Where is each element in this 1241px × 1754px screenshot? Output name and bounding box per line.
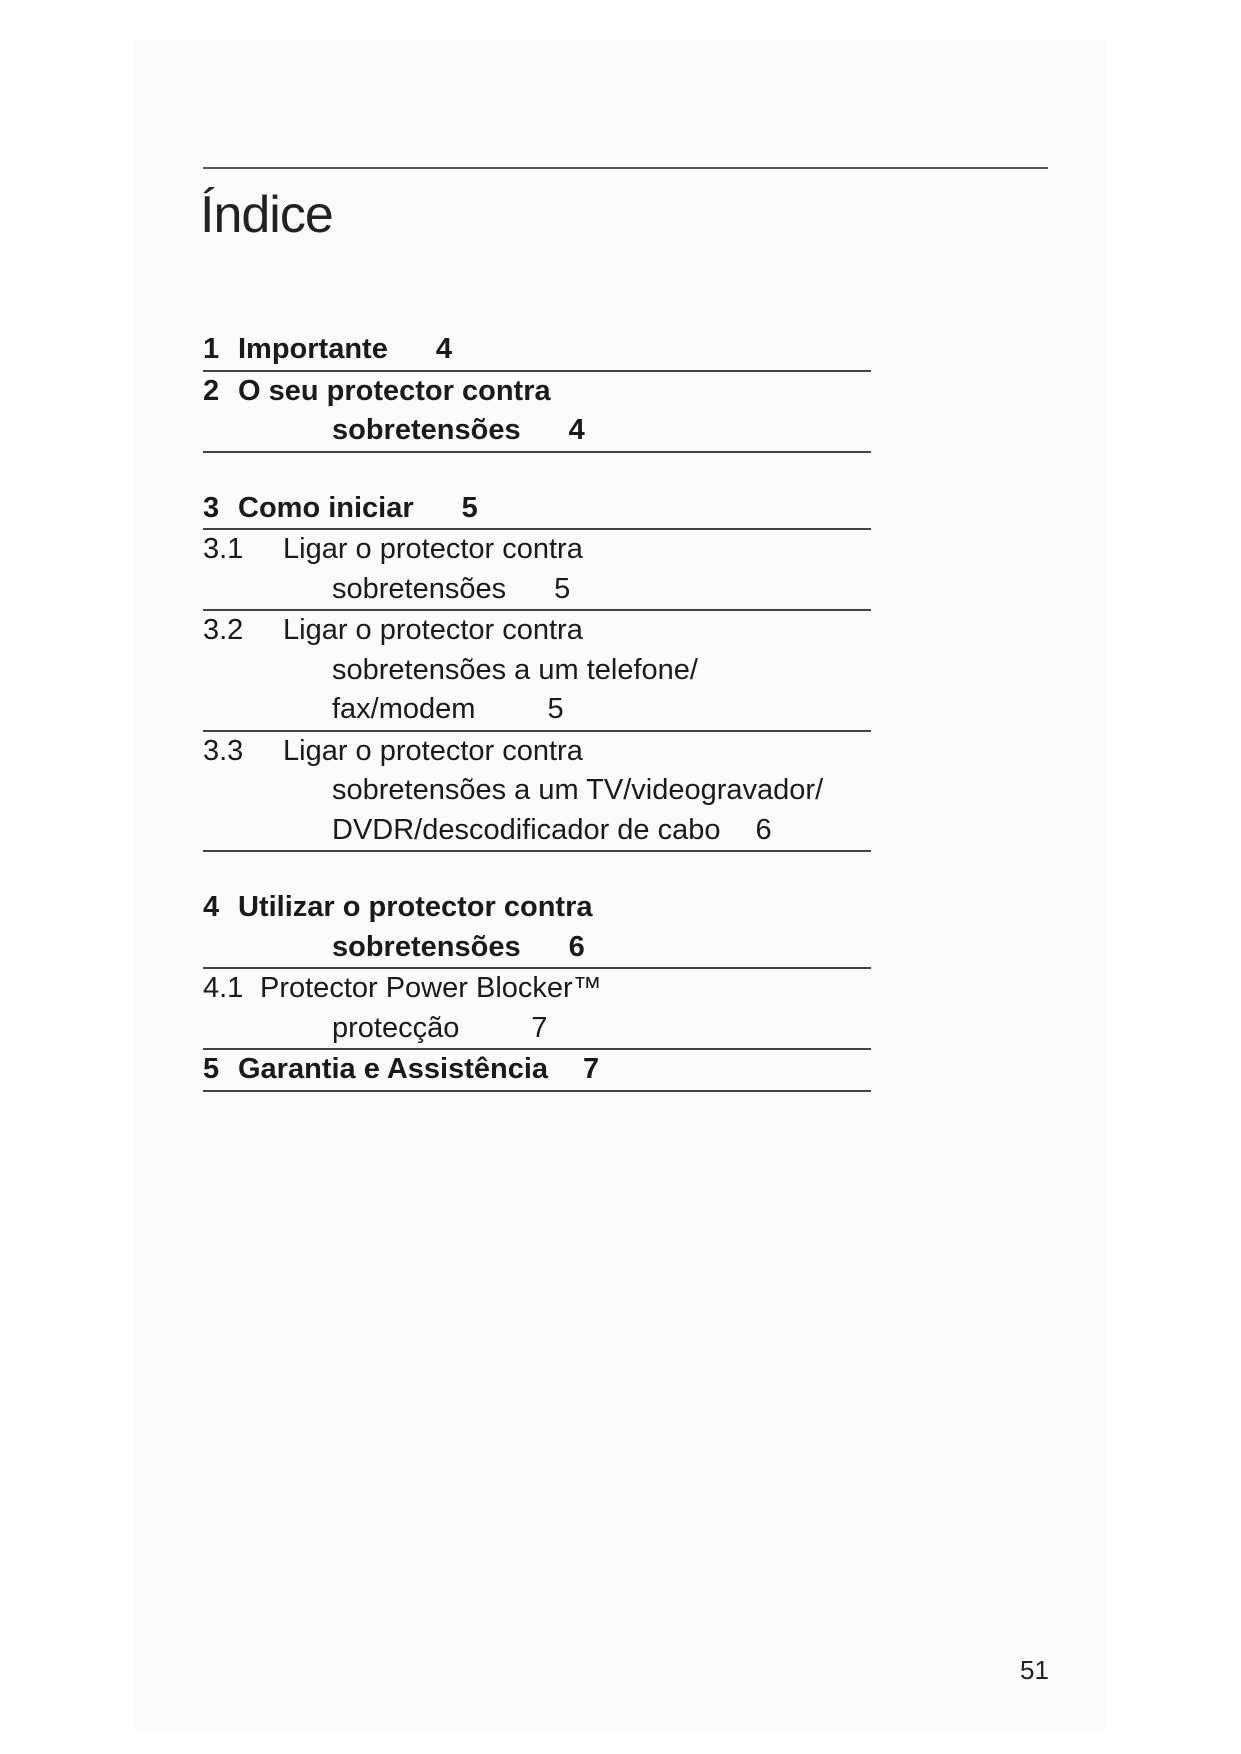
toc-title: Importante — [238, 333, 388, 365]
toc-entry-1[interactable] — [203, 330, 871, 372]
toc-title: Protector Power Blocker™ — [260, 972, 602, 1004]
toc-title: Garantia e Assistência — [238, 1053, 549, 1085]
toc-number: 3 — [203, 491, 220, 524]
toc-title: Ligar o protector contra — [283, 734, 583, 767]
toc-entry-3[interactable] — [203, 489, 871, 531]
toc-title-continued: sobretensões — [332, 572, 507, 605]
toc-number: 2 — [203, 374, 220, 407]
toc-entry-3-3[interactable] — [203, 732, 871, 853]
toc-number: 3.3 — [203, 734, 244, 767]
toc-page: 5 — [547, 693, 564, 725]
toc-title: O seu protector contra — [238, 374, 551, 407]
toc-page: 5 — [554, 572, 571, 605]
header-rule — [203, 167, 1048, 169]
toc-title-continued: DVDR/descodificador de cabo — [332, 813, 721, 846]
toc-page: 4 — [568, 414, 585, 446]
toc-title: Como iniciar — [238, 491, 414, 524]
toc-title: Ligar o protector contra — [283, 533, 583, 565]
toc-title-continued: fax/modem — [332, 693, 476, 725]
toc-title-continued: sobretensões — [332, 930, 521, 963]
toc-number: 5 — [203, 1053, 220, 1085]
toc-page: 5 — [461, 491, 478, 524]
toc-number: 1 — [203, 333, 220, 365]
toc-page: 7 — [583, 1053, 600, 1085]
page-number: 51 — [1020, 1655, 1049, 1685]
toc-entry-3-1[interactable] — [203, 530, 871, 611]
toc-title: Utilizar o protector contra — [238, 891, 593, 923]
table-of-contents — [203, 330, 871, 1092]
toc-page: 6 — [568, 930, 585, 963]
toc-entry-3-2[interactable] — [203, 611, 871, 732]
toc-entry-5[interactable] — [203, 1050, 871, 1092]
toc-number: 3.2 — [203, 614, 244, 646]
toc-page: 7 — [531, 1011, 548, 1044]
toc-number: 3.1 — [203, 533, 244, 565]
toc-title-continued: protecção — [332, 1011, 460, 1044]
toc-number: 4.1 — [203, 972, 244, 1004]
toc-title-continued: sobretensões — [332, 414, 521, 446]
toc-entry-4-1[interactable] — [203, 969, 871, 1050]
toc-entry-4[interactable] — [203, 888, 871, 969]
toc-title-continued: sobretensões a um telefone/ — [332, 653, 698, 686]
toc-title-continued: sobretensões a um TV/videogravador/ — [332, 774, 824, 806]
toc-entry-2[interactable] — [203, 372, 871, 453]
toc-title: Ligar o protector contra — [283, 614, 583, 646]
toc-number: 4 — [203, 891, 220, 923]
toc-page: 6 — [755, 813, 772, 846]
toc-page: 4 — [435, 333, 452, 365]
page-title: Índice — [200, 186, 333, 244]
